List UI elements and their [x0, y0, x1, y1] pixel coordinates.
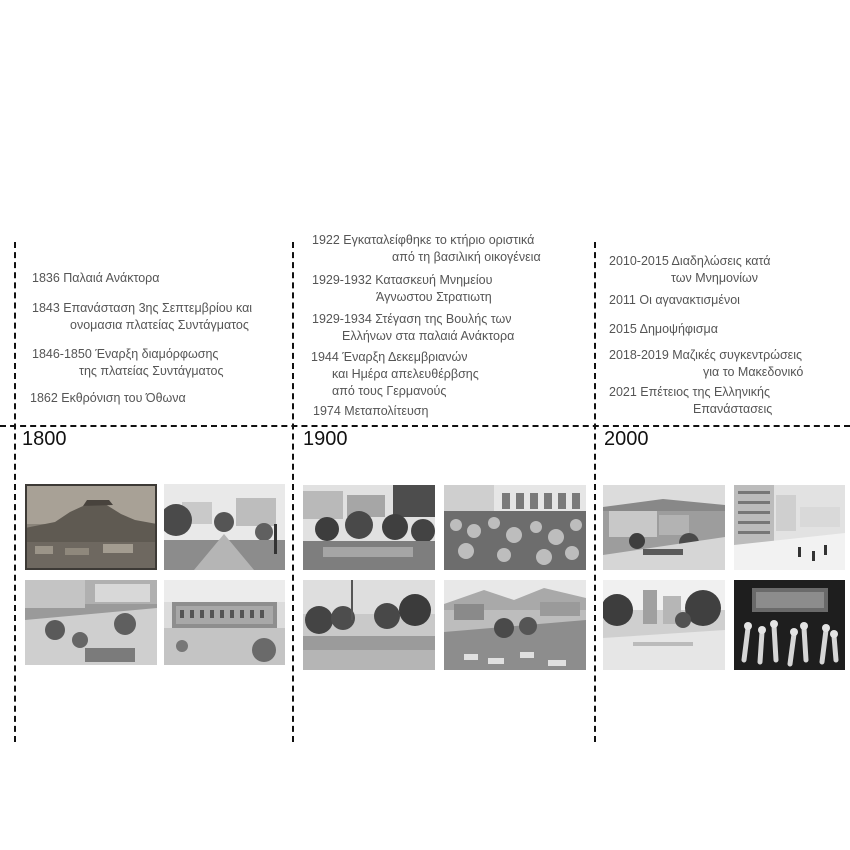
period-divider-1800	[14, 242, 16, 742]
photo-square-aerial-old	[25, 580, 157, 665]
photo-modern-street	[734, 485, 845, 570]
photo-empty-square-1900	[303, 580, 435, 670]
photo-crowd-stoa	[444, 485, 586, 570]
event-2011: 2011 Οι αγανακτισμένοι	[609, 293, 740, 307]
event-2010-2015: 2010-2015 Διαδηλώσεις κατά των Μνημονίων	[609, 254, 771, 285]
event-2018-2019: 2018-2019 Μαζικές συγκεντρώσεις για το Μακεδονικό	[609, 348, 804, 379]
event-1846-1850: 1846-1850 Έναρξη διαμόρφωσης της πλατείας Συντάγματος	[32, 347, 224, 378]
photo-square-plaza	[603, 580, 725, 670]
event-1836: 1836 Παλαιά Ανάκτορα	[32, 271, 160, 285]
event-2021: 2021 Επέτειος της Ελληνικής Επανάστασεις	[609, 385, 773, 416]
photo-square-trees-1900	[303, 485, 435, 570]
photo-old-palace	[164, 580, 285, 665]
event-1929-1932: 1929-1932 Κατασκευή Μνημείου Άγνωστου Στρατιωτη	[312, 273, 493, 304]
event-1974: 1974 Μεταπολίτευση	[313, 404, 429, 418]
year-label-2000: 2000	[604, 428, 649, 450]
photo-square-traffic	[444, 580, 586, 670]
photo-acropolis-daguerreotype	[25, 484, 157, 570]
year-label-1800: 1800	[22, 428, 67, 450]
event-2015: 2015 Δημοψήφισμα	[609, 322, 718, 336]
event-1929-1934: 1929-1934 Στέγαση της Βουλής των Ελλήνων στα παλαιά Ανάκτορα	[312, 312, 515, 343]
year-label-1900: 1900	[303, 428, 348, 450]
photo-old-square-trees	[164, 484, 285, 570]
period-divider-2000	[594, 242, 596, 742]
event-1922: 1922 Εγκαταλείφθηκε το κτήριο οριστικά από τη βασιλική οικογένεια	[312, 233, 541, 264]
photo-parliament-aerial	[603, 485, 725, 570]
event-1862: 1862 Εκθρόνιση του Όθωνα	[30, 391, 186, 405]
timeline-axis	[0, 425, 850, 427]
photo-protest-night	[734, 580, 845, 670]
event-1944: 1944 Έναρξη Δεκεμβριανών και Ημέρα απελευθέρβσης από τους Γερμανούς	[311, 350, 479, 398]
period-divider-1900	[292, 242, 294, 742]
event-1843: 1843 Επανάσταση 3ης Σεπτεμβρίου και ονομασια πλατείας Συντάγματος	[32, 301, 253, 332]
